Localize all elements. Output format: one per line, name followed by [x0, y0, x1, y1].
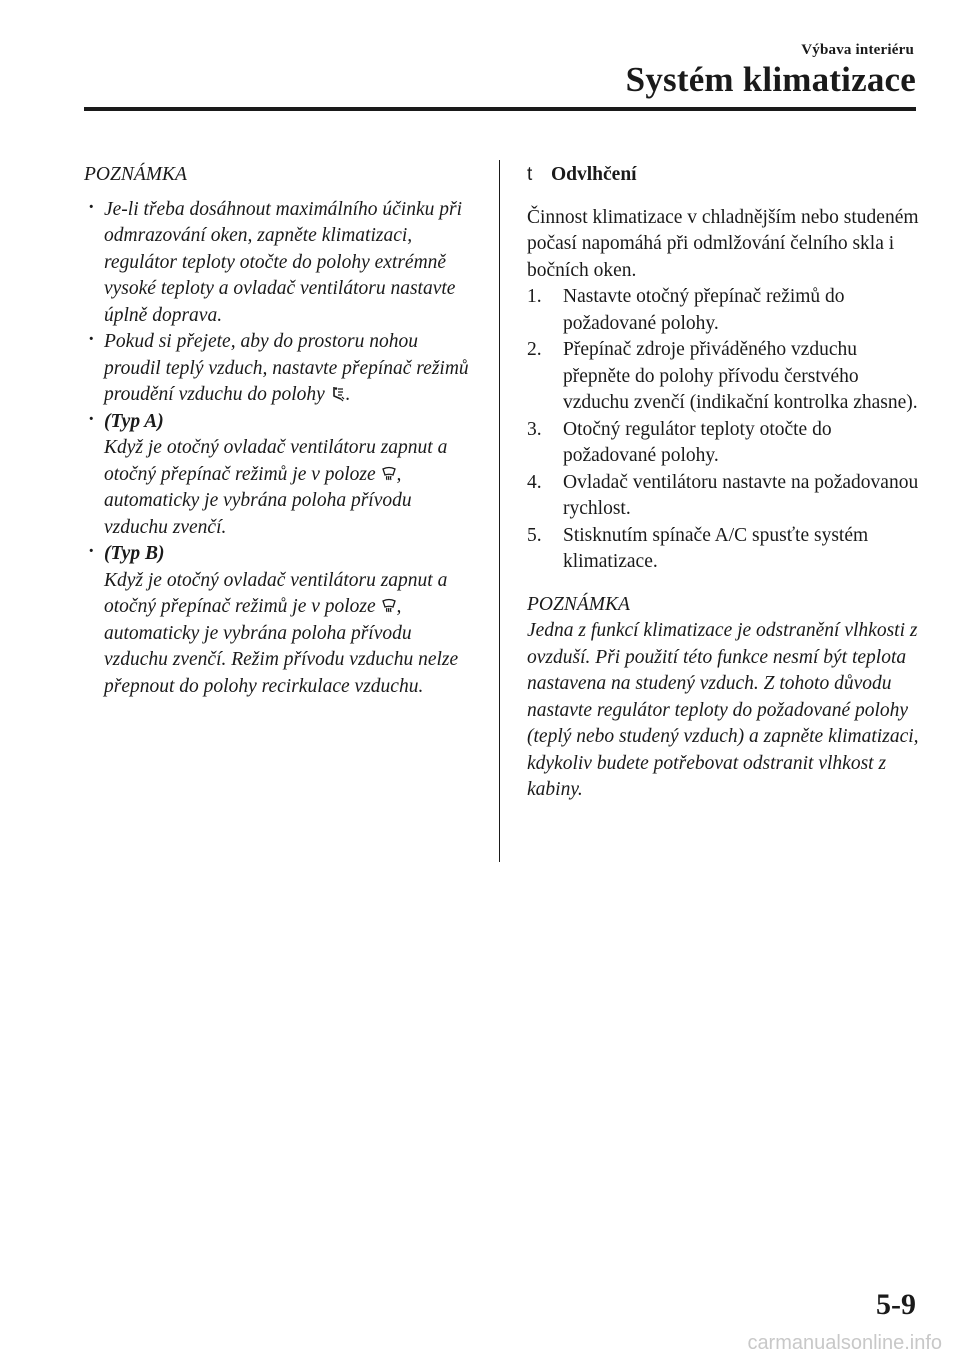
note-bullet-text: Když je otočný ovladač ventilátoru zapnut a otočný přepínač režimů je v poloze [104, 569, 448, 617]
step-item [527, 337, 919, 417]
header-rule [84, 107, 916, 111]
step-number: 1. [527, 286, 542, 307]
step-item [527, 470, 919, 523]
note-bullet-text: , automaticky je vybrána poloha přívodu vzduchu zvenčí. [104, 463, 412, 538]
note-heading: POZNÁMKA [84, 164, 187, 185]
floor-defrost-mode-icon [331, 386, 345, 402]
windshield-defrost-icon [382, 466, 396, 482]
step-text: Ovladač ventilátoru nastavte na požadovanou rychlost. [563, 471, 919, 519]
step-number: 2. [527, 339, 542, 360]
section-marker-icon: t [527, 164, 533, 185]
note-bullets [84, 197, 474, 701]
watermark: carmanualsonline.info [747, 1332, 942, 1354]
note-bullet [84, 541, 474, 700]
left-column [84, 162, 474, 700]
note-box [527, 592, 919, 804]
section-heading [527, 162, 919, 189]
step-text: Stisknutím spínače A/C spusťte systém klimatizace. [563, 524, 869, 572]
windshield-defrost-icon [382, 598, 396, 614]
page-title: Systém klimatizace [625, 60, 916, 99]
right-column [527, 162, 919, 804]
step-text: Otočný regulátor teploty otočte do požadované polohy. [563, 418, 832, 466]
step-text: Nastavte otočný přepínač režimů do požadované polohy. [563, 286, 845, 334]
type-label: · (Typ B) [104, 543, 165, 564]
type-label: · (Typ A) [104, 410, 164, 432]
step-item [527, 284, 919, 337]
step-number: 5. [527, 524, 542, 546]
note-heading: POZNÁMKA [527, 593, 630, 615]
header-section-name: Výbava interiéru [801, 42, 914, 58]
step-number: 3. [527, 418, 542, 440]
step-item [527, 523, 919, 576]
note-text: Jedna z funkcí klimatizace je odstranění vlhkosti z ovzduší. Při použití této funkce nesmí být teplota nastavena na studený vzduch. Z tohoto důvodu nastavte regulátor teploty do požadované polohy (teplý nebo studený vzduch) a zapněte klimatizaci, kdykoliv budete potřebovat odstranit vlhkost z kabiny. [527, 620, 919, 800]
intro-paragraph: Činnost klimatizace v chladnějším nebo studeném počasí napomáhá při odmlžování čelního skla i bočních oken. [527, 206, 919, 281]
steps-list [527, 284, 919, 576]
step-text: Přepínač zdroje přiváděného vzduchu přepněte do polohy přívodu čerstvého vzduchu zvenčí (indikační kontrolka zhasne). [563, 339, 918, 413]
note-bullet-text: Pokud si přejete, aby do prostoru nohou proudil teplý vzduch, nastavte přepínač režimů proudění vzduchu do polohy [104, 331, 469, 405]
note-bullet-text: Je-li třeba dosáhnout maximálního účinku při odmrazování oken, zapněte klimatizaci, regulátor teploty otočte do polohy extrémně vysoké teploty a ovladač ventilátoru nastavte úplně doprava. [104, 198, 462, 326]
step-number: 4. [527, 471, 542, 493]
note-bullet-text: Když je otočný ovladač ventilátoru zapnut a otočný přepínač režimů je v poloze [104, 437, 448, 485]
step-item [527, 417, 919, 470]
note-bullet [84, 329, 474, 409]
page-number: 5-9 [876, 1288, 916, 1321]
note-bullet-text: , automaticky je vybrána poloha přívodu vzduchu zvenčí. Režim přívodu vzduchu nelze přepnout do polohy recirkulace vzduchu. [104, 596, 459, 697]
note-bullet [84, 197, 474, 330]
section-title: Odvlhčení [551, 164, 637, 185]
note-bullet-text: . [345, 384, 351, 405]
note-bullet [84, 409, 474, 542]
column-divider [499, 160, 500, 862]
